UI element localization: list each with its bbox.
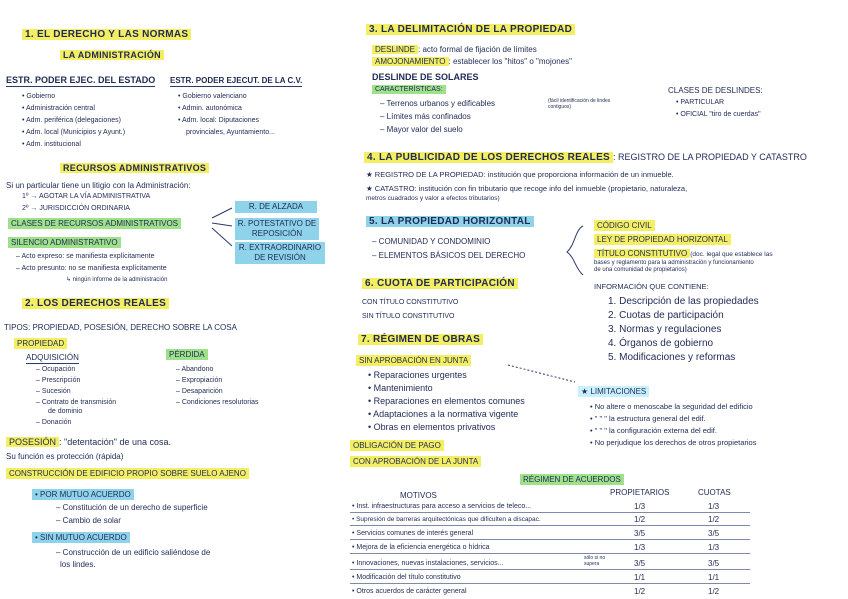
section-4-line (364, 152, 807, 163)
recursos-intro: Si un particular tiene un litigio con la Administración: (6, 181, 191, 190)
deslinde-label: DESLINDE (372, 45, 418, 54)
adquisicion-label: ADQUISICIÓN (26, 353, 79, 362)
posesion-text: : "detentación" de una cosa. (59, 437, 171, 447)
info-item: 3. Normas y regulaciones (608, 324, 722, 335)
perdida-item: – Condiciones resolutorias (176, 399, 259, 406)
estado-item: • Adm. periférica (delegaciones) (22, 117, 121, 124)
perdida-item: – Desaparición (176, 388, 223, 395)
s6-item: CON TÍTULO CONSTITUTIVO (362, 299, 459, 306)
estado-title: ESTR. PODER EJEC. DEL ESTADO (6, 75, 156, 85)
table-row-motivo: • Innovaciones, nuevas instalaciones, servicios... (352, 560, 504, 567)
info-title: INFORMACIÓN QUE CONTIENE: (594, 282, 709, 291)
clases-deslindes: CLASES DE DESLINDES: (668, 86, 763, 95)
recursos-title: RECURSOS ADMINISTRATIVOS (60, 163, 209, 173)
sin-aprob-item: • Obras en elementos privativos (368, 422, 496, 432)
titulo-text: (doc. legal que establece las (690, 251, 773, 258)
solares-title: DESLINDE DE SOLARES (372, 72, 479, 82)
recurso-reposicion-box: R. POTESTATIVO DE REPOSICIÓN (235, 218, 319, 240)
info-item: 2. Cuotas de participación (608, 310, 724, 321)
perdida-label: PÉRDIDA (166, 349, 208, 360)
section-4-title: 4. LA PUBLICIDAD DE LOS DERECHOS REALES (364, 152, 613, 163)
table-row-prop: 1/1 (634, 573, 646, 582)
estado-item: • Gobierno (22, 93, 56, 100)
sin-mutuo-item: – Construcción de un edificio saliéndose de (56, 548, 211, 557)
posesion-sub: Su función es protección (rápida) (6, 452, 124, 461)
clases-item: • OFICIAL "tiro de cuerdas" (676, 111, 761, 118)
table-row-prop: 3/5 (634, 559, 646, 568)
info-item: 1. Descripción de las propiedades (608, 296, 759, 307)
clases-item: • PARTICULAR (676, 99, 725, 106)
s6-item: SIN TÍTULO CONSTITUTIVO (362, 313, 455, 320)
estado-item: • Administración central (22, 105, 95, 112)
ley-propiedad: LEY DE PROPIEDAD HORIZONTAL (594, 234, 731, 245)
posesion-line (6, 437, 171, 448)
limitacion-item: • No altere o menoscabe la seguridad del edificio (590, 402, 753, 411)
adquisicion-item: – Donación (36, 419, 72, 426)
tipos-text: TIPOS: PROPIEDAD, POSESIÓN, DERECHO SOBRE LA COSA (4, 323, 237, 332)
section-7-title: 7. RÉGIMEN DE OBRAS (358, 334, 483, 345)
silencio-note: ↳ ningún informe de la administración (66, 277, 168, 283)
solares-item: – Mayor valor del suelo (380, 125, 463, 134)
adquisicion-item: – Contrato de transmisión (36, 399, 117, 406)
adquisicion-item: – Prescripción (36, 377, 81, 384)
table-row-cuota: 1/1 (708, 573, 720, 582)
table-row-motivo: • Modificación del título constitutivo (352, 574, 461, 581)
table-row-prop: 3/5 (634, 529, 646, 538)
adquisicion-item: de dominio (48, 408, 83, 415)
propiedad-label: PROPIEDAD (14, 338, 67, 349)
s5-item: – COMUNIDAD Y CONDOMINIO (372, 237, 491, 246)
info-item: 4. Órganos de gobierno (608, 338, 714, 349)
section-3-title: 3. LA DELIMITACIÓN DE LA PROPIEDAD (366, 24, 575, 35)
amojonamiento-label: AMOJONAMIENTO (372, 57, 449, 66)
silencio-item: – Acto presunto: no se manifiesta explícitamente (16, 265, 167, 272)
sin-aprobacion: SIN APROBACIÓN EN JUNTA (356, 355, 471, 366)
limitaciones-title: ★ LIMITACIONES (578, 386, 649, 397)
table-row-cuota: 1/2 (708, 515, 720, 524)
table-row-cuota: 1/3 (708, 502, 720, 511)
table-row-cuota: 1/2 (708, 587, 720, 596)
perdida-item: – Abandono (176, 366, 214, 373)
estado-item: • Adm. institucional (22, 141, 81, 148)
titulo-sub: bases y reglamento para la administración y funcionamiento (594, 260, 754, 266)
sin-mutuo-label: • SIN MUTUO ACUERDO (32, 532, 130, 543)
limitacion-item: • " " " la configuración externa del edif. (590, 426, 717, 435)
titulo-sub: de una comunidad de propietarios) (594, 267, 687, 273)
silencio-item: – Acto expreso: se manifiesta explícitamente (16, 253, 155, 260)
s5-item: – ELEMENTOS BÁSICOS DEL DERECHO (372, 251, 526, 260)
titulo-label: TÍTULO CONSTITUTIVO (594, 249, 690, 258)
mutuo-item: – Constitución de un derecho de superficie (56, 503, 208, 512)
deslinde-line (372, 44, 537, 55)
section-6-title: 6. CUOTA DE PARTICIPACIÓN (362, 278, 518, 289)
regimen-title: RÉGIMEN DE ACUERDOS (520, 474, 624, 485)
cav-title: ESTR. PODER EJECUT. DE LA C.V. (170, 76, 303, 85)
solares-note: (fácil identificación de lindes contiguos) (548, 98, 611, 110)
sin-aprob-item: • Reparaciones urgentes (368, 370, 467, 380)
perdida-item: – Expropiación (176, 377, 223, 384)
section-1-title: 1. EL DERECHO Y LAS NORMAS (22, 29, 191, 40)
solares-item: – Límites más confinados (380, 112, 471, 121)
table-row-motivo: • Supresión de barreras arquitectónicas que dificulten a discapac. (352, 516, 541, 523)
table-row-cuota: 3/5 (708, 559, 720, 568)
recursos-item: 1º → AGOTAR LA VÍA ADMINISTRATIVA (22, 193, 151, 200)
adquisicion-item: – Ocupación (36, 366, 76, 373)
table-header-motivos: MOTIVOS (400, 491, 437, 500)
cav-item: • Admin. autonómica (178, 105, 242, 112)
table-row-cuota: 1/3 (708, 543, 720, 552)
sin-aprob-item: • Reparaciones en elementos comunes (368, 396, 525, 406)
deslinde-text: : acto formal de fijación de límites (418, 45, 537, 54)
s4-item: ★ REGISTRO DE LA PROPIEDAD: institución que proporciona información de un inmueble. (366, 170, 674, 179)
recurso-revision-box: R. EXTRAORDINARIO DE REVISIÓN (235, 242, 325, 264)
cav-item: • Gobierno valenciano (178, 93, 247, 100)
table-row-motivo: • Mejora de la eficiencia energética o hídrica (352, 544, 490, 551)
table-note: sólo si no supera (584, 555, 606, 567)
table-row-prop: 1/3 (634, 543, 646, 552)
con-aprobacion: CON APROBACIÓN DE LA JUNTA (350, 456, 481, 467)
cav-item: • Adm. local: Diputaciones (178, 117, 260, 124)
admin-title: LA ADMINISTRACIÓN (60, 50, 164, 60)
titulo-line (594, 248, 773, 260)
table-row-prop: 1/2 (634, 587, 646, 596)
amojonamiento-line (372, 56, 572, 67)
table-row-motivo: • Servicios comunes de interés general (352, 530, 474, 537)
caracteristicas-label: CARACTERÍSTICAS: (372, 85, 446, 94)
table-row-motivo: • Otros acuerdos de carácter general (352, 588, 467, 595)
table-row-prop: 1/3 (634, 502, 646, 511)
table-row-cuota: 3/5 (708, 529, 720, 538)
obligacion-pago: OBLIGACIÓN DE PAGO (350, 440, 444, 451)
cav-item: provinciales, Ayuntamiento... (186, 129, 275, 136)
sin-mutuo-item: los lindes. (60, 560, 96, 569)
silencio-title: SILENCIO ADMINISTRATIVO (8, 237, 121, 248)
posesion-label: POSESIÓN (6, 437, 59, 447)
s4-item: ★ CATASTRO: institución con fin tributario que recoge info del inmueble (propietario, naturaleza, (366, 184, 688, 193)
table-header-cuotas: CUOTAS (698, 488, 731, 497)
info-item: 5. Modificaciones y reformas (608, 352, 736, 363)
mutuo-item: – Cambio de solar (56, 516, 121, 525)
adquisicion-item: – Sucesión (36, 388, 71, 395)
section-5-title: 5. LA PROPIEDAD HORIZONTAL (366, 216, 534, 227)
construccion-title: CONSTRUCCIÓN DE EDIFICIO PROPIO SOBRE SUELO AJENO (6, 468, 249, 479)
clases-recursos-title: CLASES DE RECURSOS ADMINISTRATIVOS (8, 218, 181, 229)
section-2-title: 2. LOS DERECHOS REALES (22, 298, 169, 309)
table-row-prop: 1/2 (634, 515, 646, 524)
mutuo-label: • POR MUTUO ACUERDO (32, 489, 134, 500)
sin-aprob-item: • Adaptaciones a la normativa vigente (368, 409, 519, 419)
section-4-rest: : REGISTRO DE LA PROPIEDAD Y CATASTRO (613, 152, 807, 162)
amojonamiento-text: : establecer los "hitos" o "mojones" (448, 57, 572, 66)
limitacion-item: • No perjudique los derechos de otros propietarios (590, 438, 757, 447)
recursos-item: 2º → JURISDICCIÓN ORDINARIA (22, 205, 130, 212)
limitacion-item: • " " " la estructura general del edif. (590, 414, 706, 423)
sin-aprob-item: • Mantenimiento (368, 383, 433, 393)
table-row-motivo: • Inst. infraestructuras para acceso a servicios de teleco... (352, 503, 532, 510)
estado-item: • Adm. local (Municipios y Ayunt.) (22, 129, 126, 136)
table-header-propietarios: PROPIETARIOS (610, 488, 670, 497)
s4-item: metros cuadrados y valor a efectos tributarios) (366, 195, 500, 202)
codigo-civil: CÓDIGO CIVIL (594, 220, 655, 231)
solares-item: – Terrenos urbanos y edificables (380, 99, 496, 108)
recurso-alzada-box: R. DE ALZADA (235, 201, 317, 213)
